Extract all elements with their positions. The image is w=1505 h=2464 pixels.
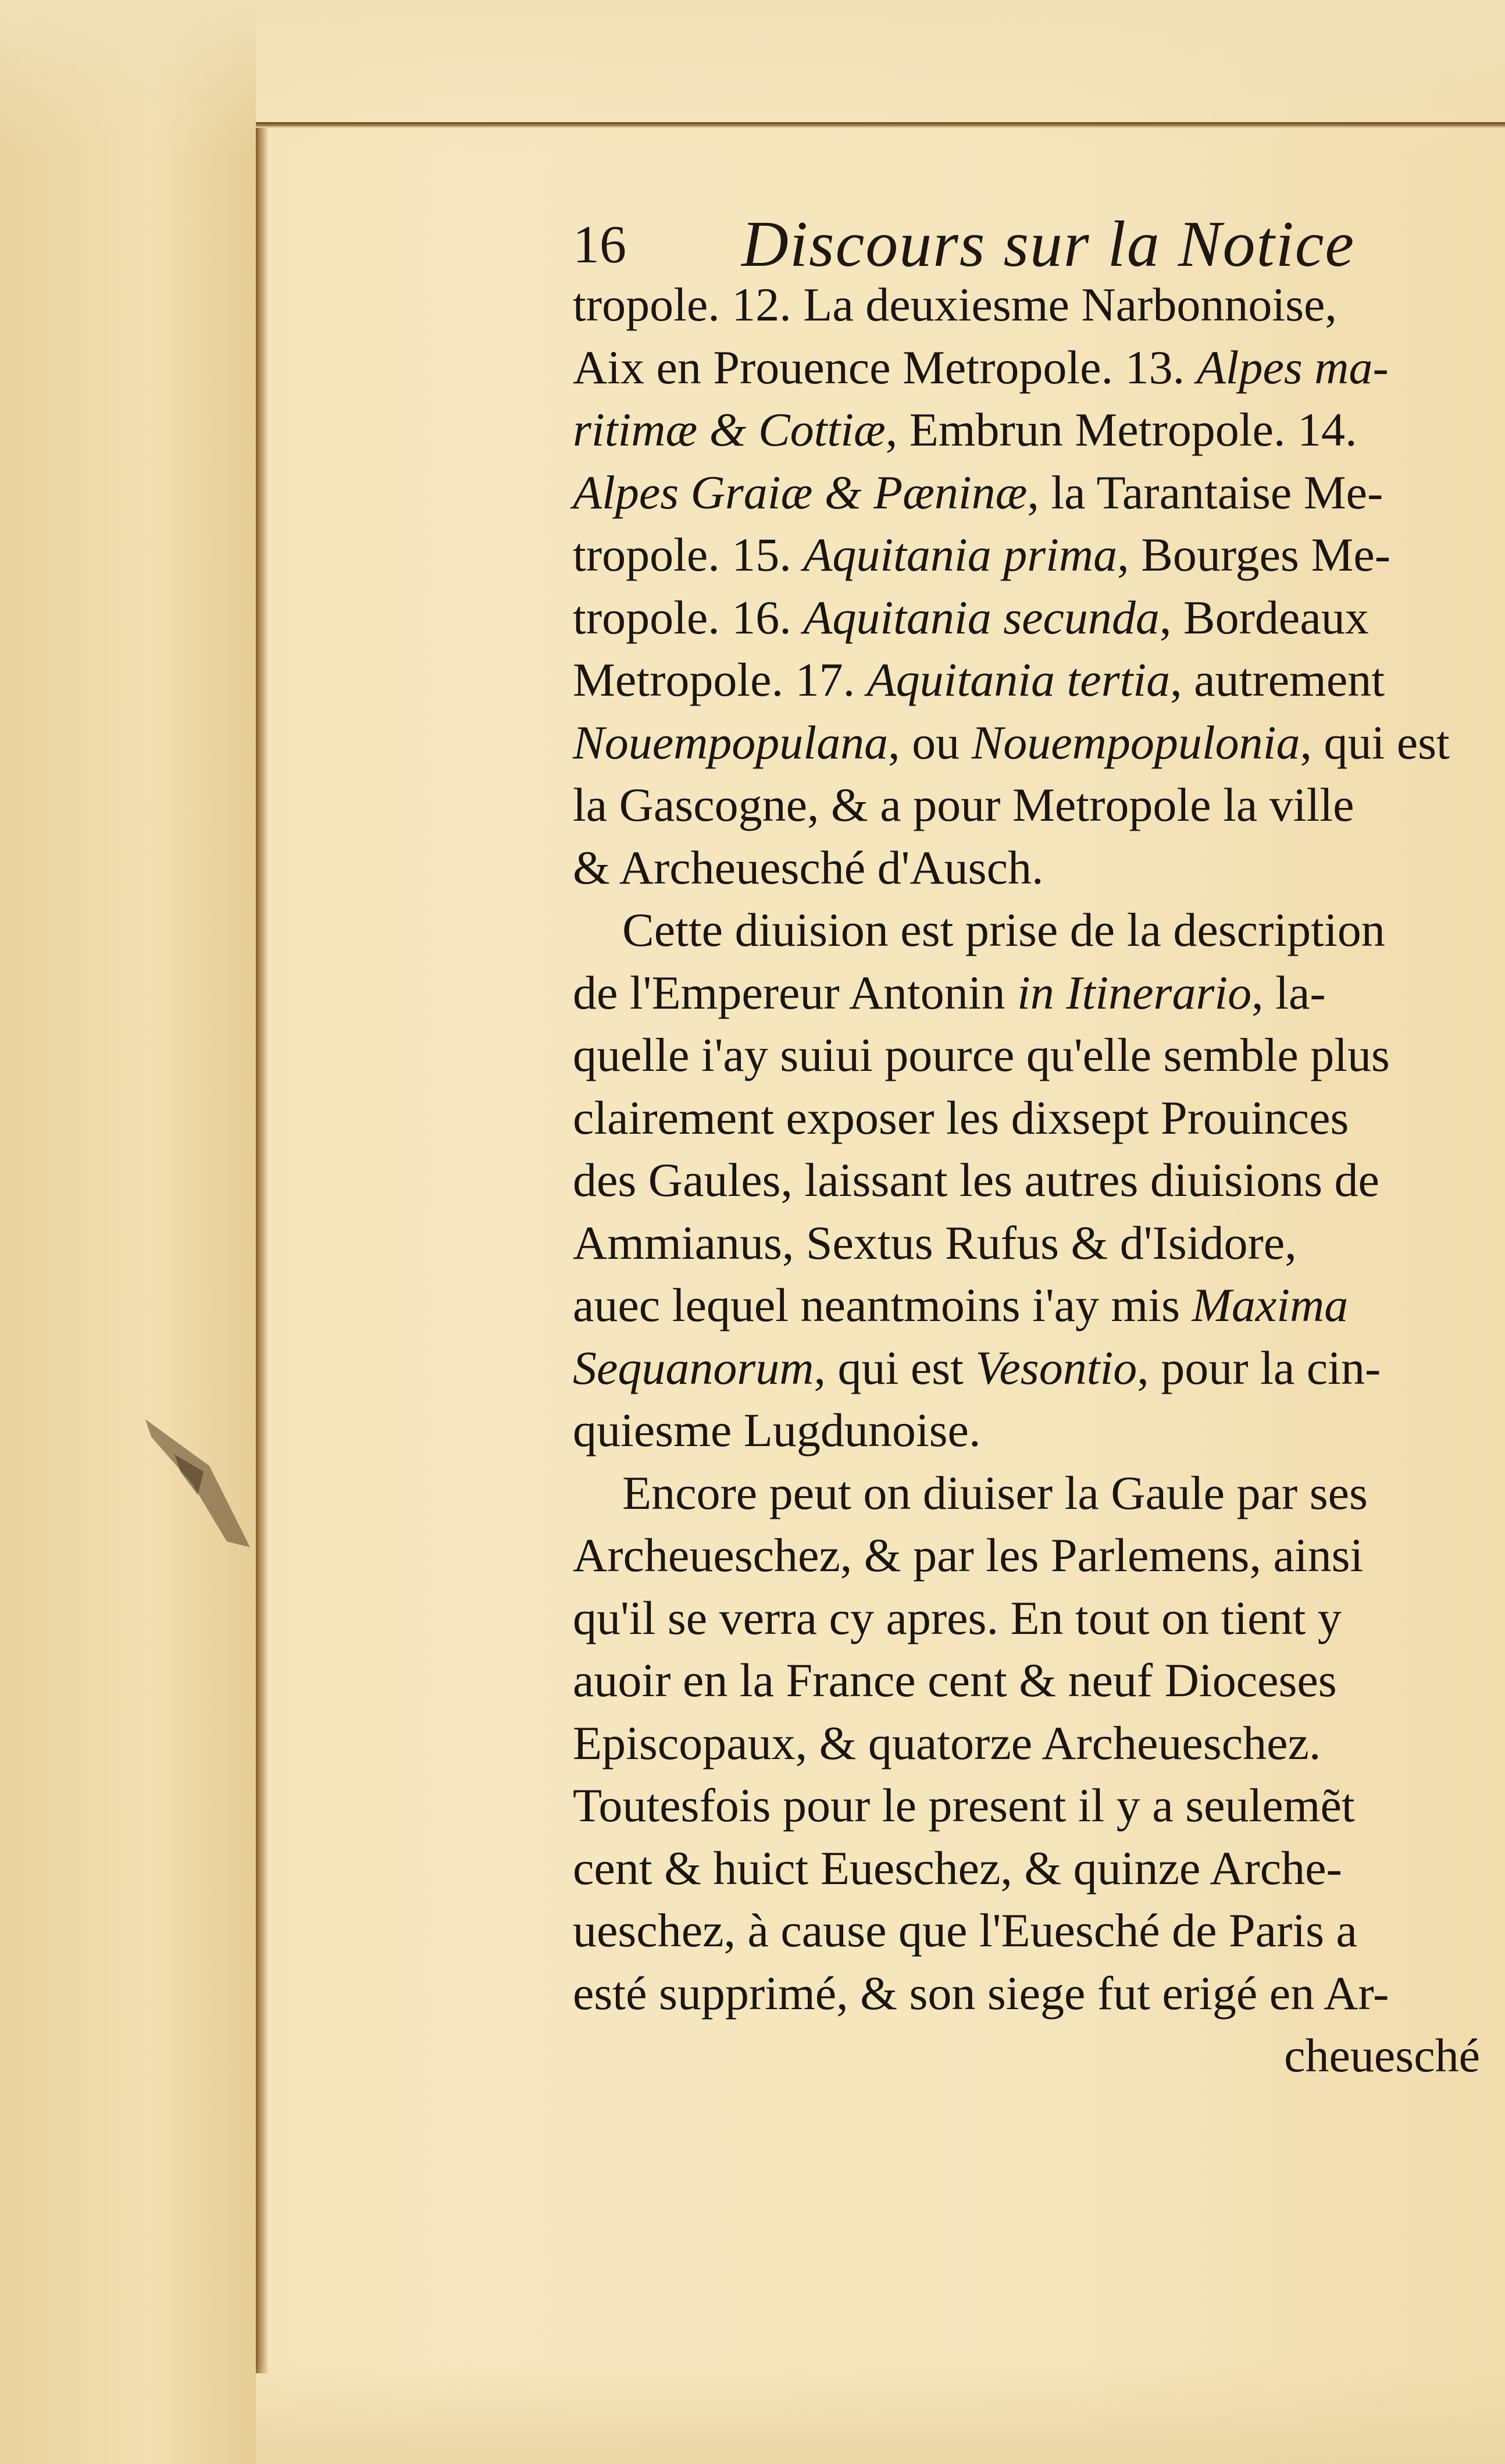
text-line: [573, 711, 1503, 774]
text-segment: Encore peut on diuiser la Gaule par ses: [622, 1466, 1368, 1519]
text-line: [573, 1462, 1503, 1525]
text-segment: quiesme Lugdunoise.: [573, 1404, 981, 1457]
italic-text-segment: Maxima: [1192, 1279, 1349, 1331]
text-segment: , la Tarantaise Me-: [1027, 465, 1383, 519]
text-segment: auec lequel neantmoins i'ay mis: [573, 1279, 1192, 1331]
body-text: [573, 273, 1503, 2087]
running-title: Discours sur la Notice: [741, 208, 1356, 280]
text-segment: Toutesfois pour le present il y a seulemẽt: [573, 1779, 1355, 1832]
paper-fold-mark: [140, 1413, 256, 1553]
italic-text-segment: ritimæ & Cottiæ: [573, 403, 886, 456]
text-line: [573, 1649, 1503, 1712]
text-line: [573, 524, 1503, 586]
text-line: [573, 586, 1503, 649]
text-segment: , Bourges Me-: [1117, 528, 1391, 581]
text-segment: Ammianus, Sextus Rufus & d'Isidore,: [573, 1216, 1297, 1269]
text-line: [573, 398, 1503, 461]
page-top-edge: [256, 122, 1505, 128]
text-line: [573, 1837, 1503, 1900]
page-shading: [0, 0, 1505, 151]
text-line: [573, 836, 1503, 899]
text-line: [573, 649, 1503, 711]
text-line: [573, 1212, 1503, 1274]
text-segment: quelle i'ay suiui pource qu'elle semble plus: [573, 1028, 1390, 1081]
text-line: [573, 774, 1503, 836]
text-segment: , autrement: [1170, 653, 1385, 706]
italic-text-segment: Aquitania tertia: [866, 653, 1171, 706]
text-segment: de l'Empereur Antonin: [573, 966, 1017, 1019]
text-segment: tropole. 16.: [573, 590, 804, 644]
text-line: [573, 1149, 1503, 1212]
text-segment: , Embrun Metropole. 14.: [885, 403, 1357, 456]
text-segment: clairement exposer les dixsept Prouinces: [573, 1091, 1349, 1144]
text-segment: auoir en la France cent & neuf Dioceses: [573, 1654, 1337, 1707]
text-segment: des Gaules, laissant les autres diuisions de: [573, 1153, 1379, 1206]
text-segment: ueschez, à cause que l'Euesché de Paris a: [573, 1904, 1357, 1957]
text-line: [573, 1024, 1503, 1087]
text-segment: , la-: [1251, 966, 1326, 1019]
text-segment: , ou: [888, 715, 972, 769]
text-segment: tropole. 15.: [573, 528, 804, 581]
text-segment: , qui est: [1300, 715, 1450, 769]
text-line: [573, 1712, 1503, 1775]
text-line: [573, 962, 1503, 1024]
italic-text-segment: Alpes ma-: [1196, 340, 1389, 394]
text-segment: cheuesché: [1284, 2029, 1480, 2082]
page-header: [573, 206, 1399, 282]
text-line: [573, 461, 1503, 524]
italic-text-segment: in Itinerario: [1017, 966, 1252, 1019]
text-segment: , Bordeaux: [1159, 590, 1369, 644]
text-segment: Archeueschez, & par les Parlemens, ainsi: [573, 1529, 1364, 1582]
italic-text-segment: Alpes Graiæ & Pæninæ: [573, 465, 1028, 519]
text-line: [573, 1899, 1503, 1962]
text-line: [573, 1587, 1503, 1650]
text-segment: Aix en Prouence Metropole. 13.: [573, 340, 1197, 394]
text-line: [573, 2024, 1503, 2087]
page-number: 16: [573, 215, 626, 274]
text-segment: , pour la cin-: [1137, 1341, 1381, 1394]
text-line: [573, 1087, 1503, 1149]
text-segment: & Archeuesché d'Ausch.: [573, 841, 1044, 894]
text-segment: tropole. 12. La deuxiesme Narbonnoise,: [573, 278, 1337, 331]
text-line: [573, 899, 1503, 962]
italic-text-segment: Nouempopulonia: [971, 715, 1300, 769]
text-segment: , qui est: [814, 1341, 976, 1394]
text-segment: la Gascogne, & a pour Metropole la ville: [573, 778, 1354, 831]
page-bottom-shading: [256, 2362, 1505, 2464]
italic-text-segment: Nouempopulana: [573, 715, 889, 769]
text-line: [573, 1524, 1503, 1587]
text-line: [573, 1962, 1503, 2025]
italic-text-segment: Sequanorum: [573, 1341, 814, 1394]
text-segment: Metropole. 17.: [573, 653, 867, 706]
text-segment: Cette diuision est prise de la description: [622, 903, 1385, 956]
text-segment: Episcopaux, & quatorze Archeueschez.: [573, 1716, 1321, 1769]
italic-text-segment: Aquitania prima: [803, 528, 1118, 581]
text-line: [573, 273, 1503, 336]
text-line: [573, 1274, 1503, 1337]
text-line: [573, 1774, 1503, 1837]
page-gutter-edge: [256, 128, 269, 2373]
text-line: [573, 336, 1503, 399]
italic-text-segment: Vesontio: [975, 1341, 1137, 1394]
text-line: [573, 1399, 1503, 1462]
text-segment: cent & huict Eueschez, & quinze Arche-: [573, 1841, 1342, 1895]
text-segment: esté supprimé, & son siege fut erigé en Ar-: [573, 1966, 1389, 2020]
facing-page-edge: [0, 0, 256, 2464]
italic-text-segment: Aquitania secunda: [803, 590, 1160, 644]
text-segment: qu'il se verra cy apres. En tout on tient y: [573, 1591, 1342, 1644]
text-line: [573, 1337, 1503, 1400]
